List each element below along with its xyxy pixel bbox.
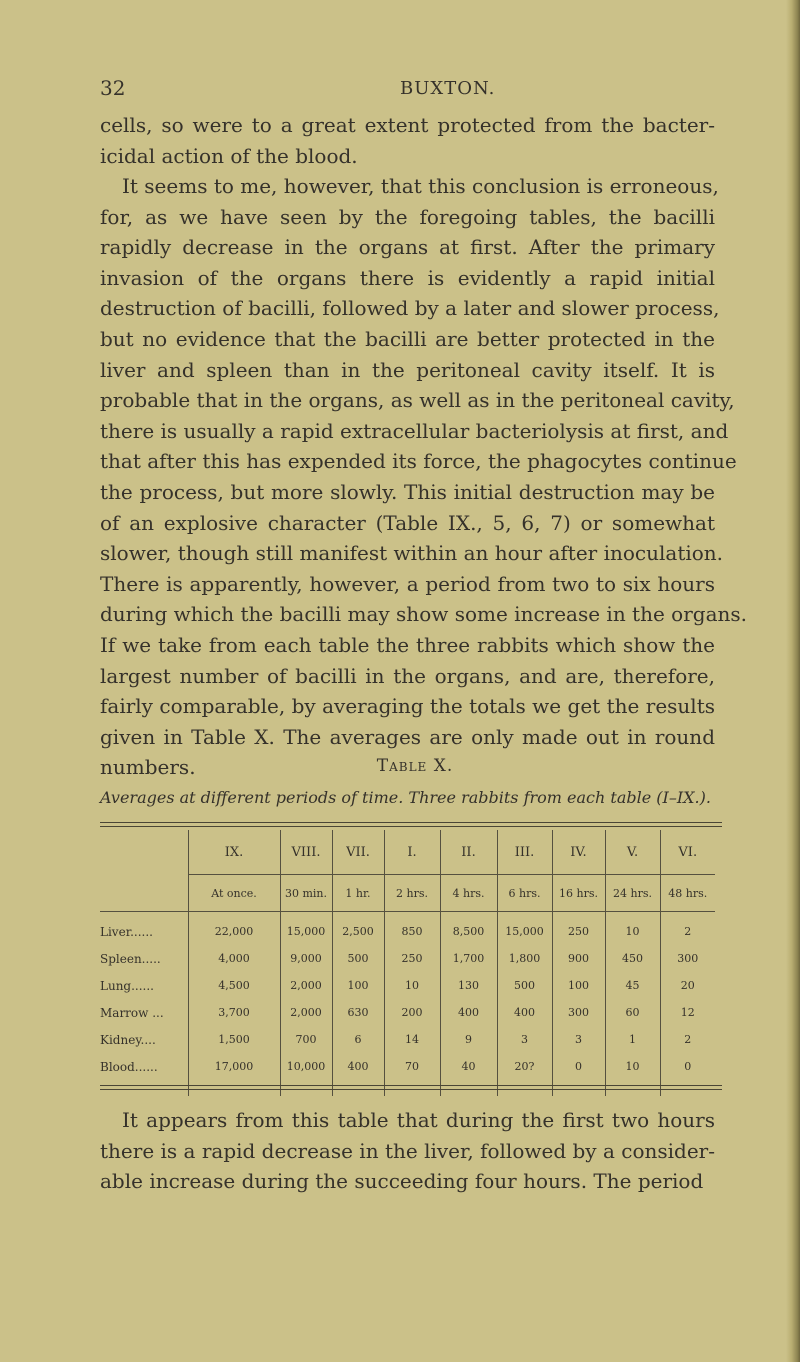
page-number: 32 (100, 76, 126, 100)
table-cell: III. (497, 830, 552, 875)
table-cell: 250 (552, 912, 605, 946)
table-cell: 10 (605, 1053, 660, 1080)
table-cell: 300 (660, 945, 715, 972)
table-cell: 2,000 (280, 999, 332, 1026)
table-cell: 0 (660, 1053, 715, 1080)
table-cell: 100 (332, 972, 384, 999)
table-cell: V. (605, 830, 660, 875)
table-cell: 300 (552, 999, 605, 1026)
table-cell: 250 (384, 945, 440, 972)
text-line: numbers. (100, 755, 196, 780)
table-cell: 24 hrs. (605, 875, 660, 912)
text-line: There is apparently, however, a period from two to six hours (100, 571, 715, 596)
table-cell: IX. (188, 830, 280, 875)
text-line: It seems to me, however, that this conclusion is erroneous, (122, 174, 719, 198)
table-top-rule (100, 822, 722, 823)
table-cell: 450 (605, 945, 660, 972)
table-cell: 100 (552, 972, 605, 999)
time-header-row (100, 875, 715, 912)
table-cell: 3 (497, 1026, 552, 1053)
row-label (100, 875, 188, 912)
table-cell: VI. (660, 830, 715, 875)
table-cell: 9 (440, 1026, 497, 1053)
text-line: but no evidence that the bacilli are better protected in the (100, 327, 715, 351)
table-cell: 1,700 (440, 945, 497, 972)
table-row (100, 945, 715, 972)
row-label: Blood...... (100, 1059, 158, 1074)
table-cell: 6 hrs. (497, 875, 552, 912)
table-cell: 4,000 (188, 945, 280, 972)
table-cell: 20 (660, 972, 715, 999)
table-cell: 1,800 (497, 945, 552, 972)
table-cell: 10 (605, 912, 660, 946)
table-cell: IV. (552, 830, 605, 875)
table-top-rule (100, 826, 722, 827)
table-cell: 15,000 (497, 912, 552, 946)
table-bottom-rule (100, 1085, 722, 1086)
table-cell: 8,500 (440, 912, 497, 946)
text-line: for, as we have seen by the foregoing tables, the bacilli (100, 204, 715, 229)
table-cell: 60 (605, 999, 660, 1026)
row-label: Liver...... (100, 924, 153, 939)
table-cell: 200 (384, 999, 440, 1026)
table-cell: 400 (497, 999, 552, 1026)
table-cell: 40 (440, 1053, 497, 1080)
table-cell: 400 (440, 999, 497, 1026)
table-cell: 130 (440, 972, 497, 999)
table-cell: 850 (384, 912, 440, 946)
table-cell: 14 (384, 1026, 440, 1053)
text-line: given in Table X. The averages are only made out in round (100, 724, 715, 749)
table-cell: 3 (552, 1026, 605, 1053)
table-cell: 1 (605, 1026, 660, 1053)
text-line: fairly comparable, by averaging the totals we get the results (100, 694, 715, 719)
table-cell: II. (440, 830, 497, 875)
text-line: It appears from this table that during the first two hours (122, 1108, 715, 1132)
text-line: liver and spleen than in the peritoneal cavity itself. It is (100, 357, 715, 382)
table-cell: 10,000 (280, 1053, 332, 1080)
text-line: If we take from each table the three rabbits which show the (100, 633, 715, 657)
table-cell: 630 (332, 999, 384, 1026)
table-title: Table X. (376, 756, 454, 776)
column-header-row (100, 830, 715, 875)
table-cell: 700 (280, 1026, 332, 1053)
table-row (100, 972, 715, 999)
table-bottom-rule (100, 1089, 722, 1090)
table-cell: 45 (605, 972, 660, 999)
text-line: during which the bacilli may show some increase in the organs. (100, 602, 748, 627)
table-cell: 48 hrs. (660, 875, 715, 912)
table-cell: 4,500 (188, 972, 280, 999)
text-line: the process, but more slowly. This initial destruction may be (100, 480, 715, 504)
text-line: largest number of bacilli in the organs, and are, therefore, (100, 663, 715, 688)
text-line: rapidly decrease in the organs at first. After the primary (100, 235, 715, 260)
table-cell: 6 (332, 1026, 384, 1053)
table-cell: 400 (332, 1053, 384, 1080)
table-cell: 1,500 (188, 1026, 280, 1053)
row-label (100, 830, 188, 875)
table-cell: I. (384, 830, 440, 875)
table-cell: 15,000 (280, 912, 332, 946)
table-cell: 70 (384, 1053, 440, 1080)
table-cell: 0 (552, 1053, 605, 1080)
table-cell: 4 hrs. (440, 875, 497, 912)
table-cell: 1 hr. (332, 875, 384, 912)
text-line: that after this has expended its force, the phagocytes continue (100, 449, 737, 474)
table-row (100, 1026, 715, 1053)
table-cell: 30 min. (280, 875, 332, 912)
table-cell: 22,000 (188, 912, 280, 946)
table-cell: VIII. (280, 830, 332, 875)
row-label: Marrow ... (100, 1005, 164, 1020)
table-cell: 20? (497, 1053, 552, 1080)
book-binding-edge (786, 0, 800, 1362)
table-cell: 2 (660, 1026, 715, 1053)
text-line: cells, so were to a great extent protected from the bacter- (100, 113, 715, 137)
text-line: of an explosive character (Table IX., 5, 6, 7) or somewhat (100, 510, 715, 535)
table-cell: 500 (332, 945, 384, 972)
text-line: probable that in the organs, as well as in the peritoneal cavity, (100, 388, 735, 413)
table-cell: 10 (384, 972, 440, 999)
table-cell: 9,000 (280, 945, 332, 972)
row-label: Lung...... (100, 978, 154, 993)
text-line: slower, though still manifest within an hour after inoculation. (100, 541, 724, 566)
table-cell: 500 (497, 972, 552, 999)
table-cell: 16 hrs. (552, 875, 605, 912)
text-line: there is usually a rapid extracellular bacteriolysis at first, and (100, 418, 729, 443)
text-line: destruction of bacilli, followed by a later and slower process, (100, 296, 720, 321)
table-caption: Averages at different periods of time. Three rabbits from each table (I–IX.). (100, 788, 711, 807)
table-cell: 2 hrs. (384, 875, 440, 912)
text-line: icidal action of the blood. (100, 143, 358, 168)
row-label: Kidney.... (100, 1032, 156, 1047)
table-cell: 2,000 (280, 972, 332, 999)
table-cell: 12 (660, 999, 715, 1026)
table-cell: 2 (660, 912, 715, 946)
table-cell: 900 (552, 945, 605, 972)
text-line: there is a rapid decrease in the liver, followed by a consider- (100, 1138, 715, 1163)
table-cell: 2,500 (332, 912, 384, 946)
table-cell: At once. (188, 875, 280, 912)
text-line: able increase during the succeeding four hours. The period (100, 1169, 704, 1194)
text-line: invasion of the organs there is evidently a rapid initial (100, 265, 715, 290)
data-table (100, 830, 715, 1096)
table-cell: 3,700 (188, 999, 280, 1026)
running-head: BUXTON. (400, 78, 496, 99)
table-row (100, 1053, 715, 1080)
table-row (100, 999, 715, 1026)
row-label: Spleen..... (100, 951, 161, 966)
table-row (100, 912, 715, 946)
table-cell: 17,000 (188, 1053, 280, 1080)
table-cell: VII. (332, 830, 384, 875)
